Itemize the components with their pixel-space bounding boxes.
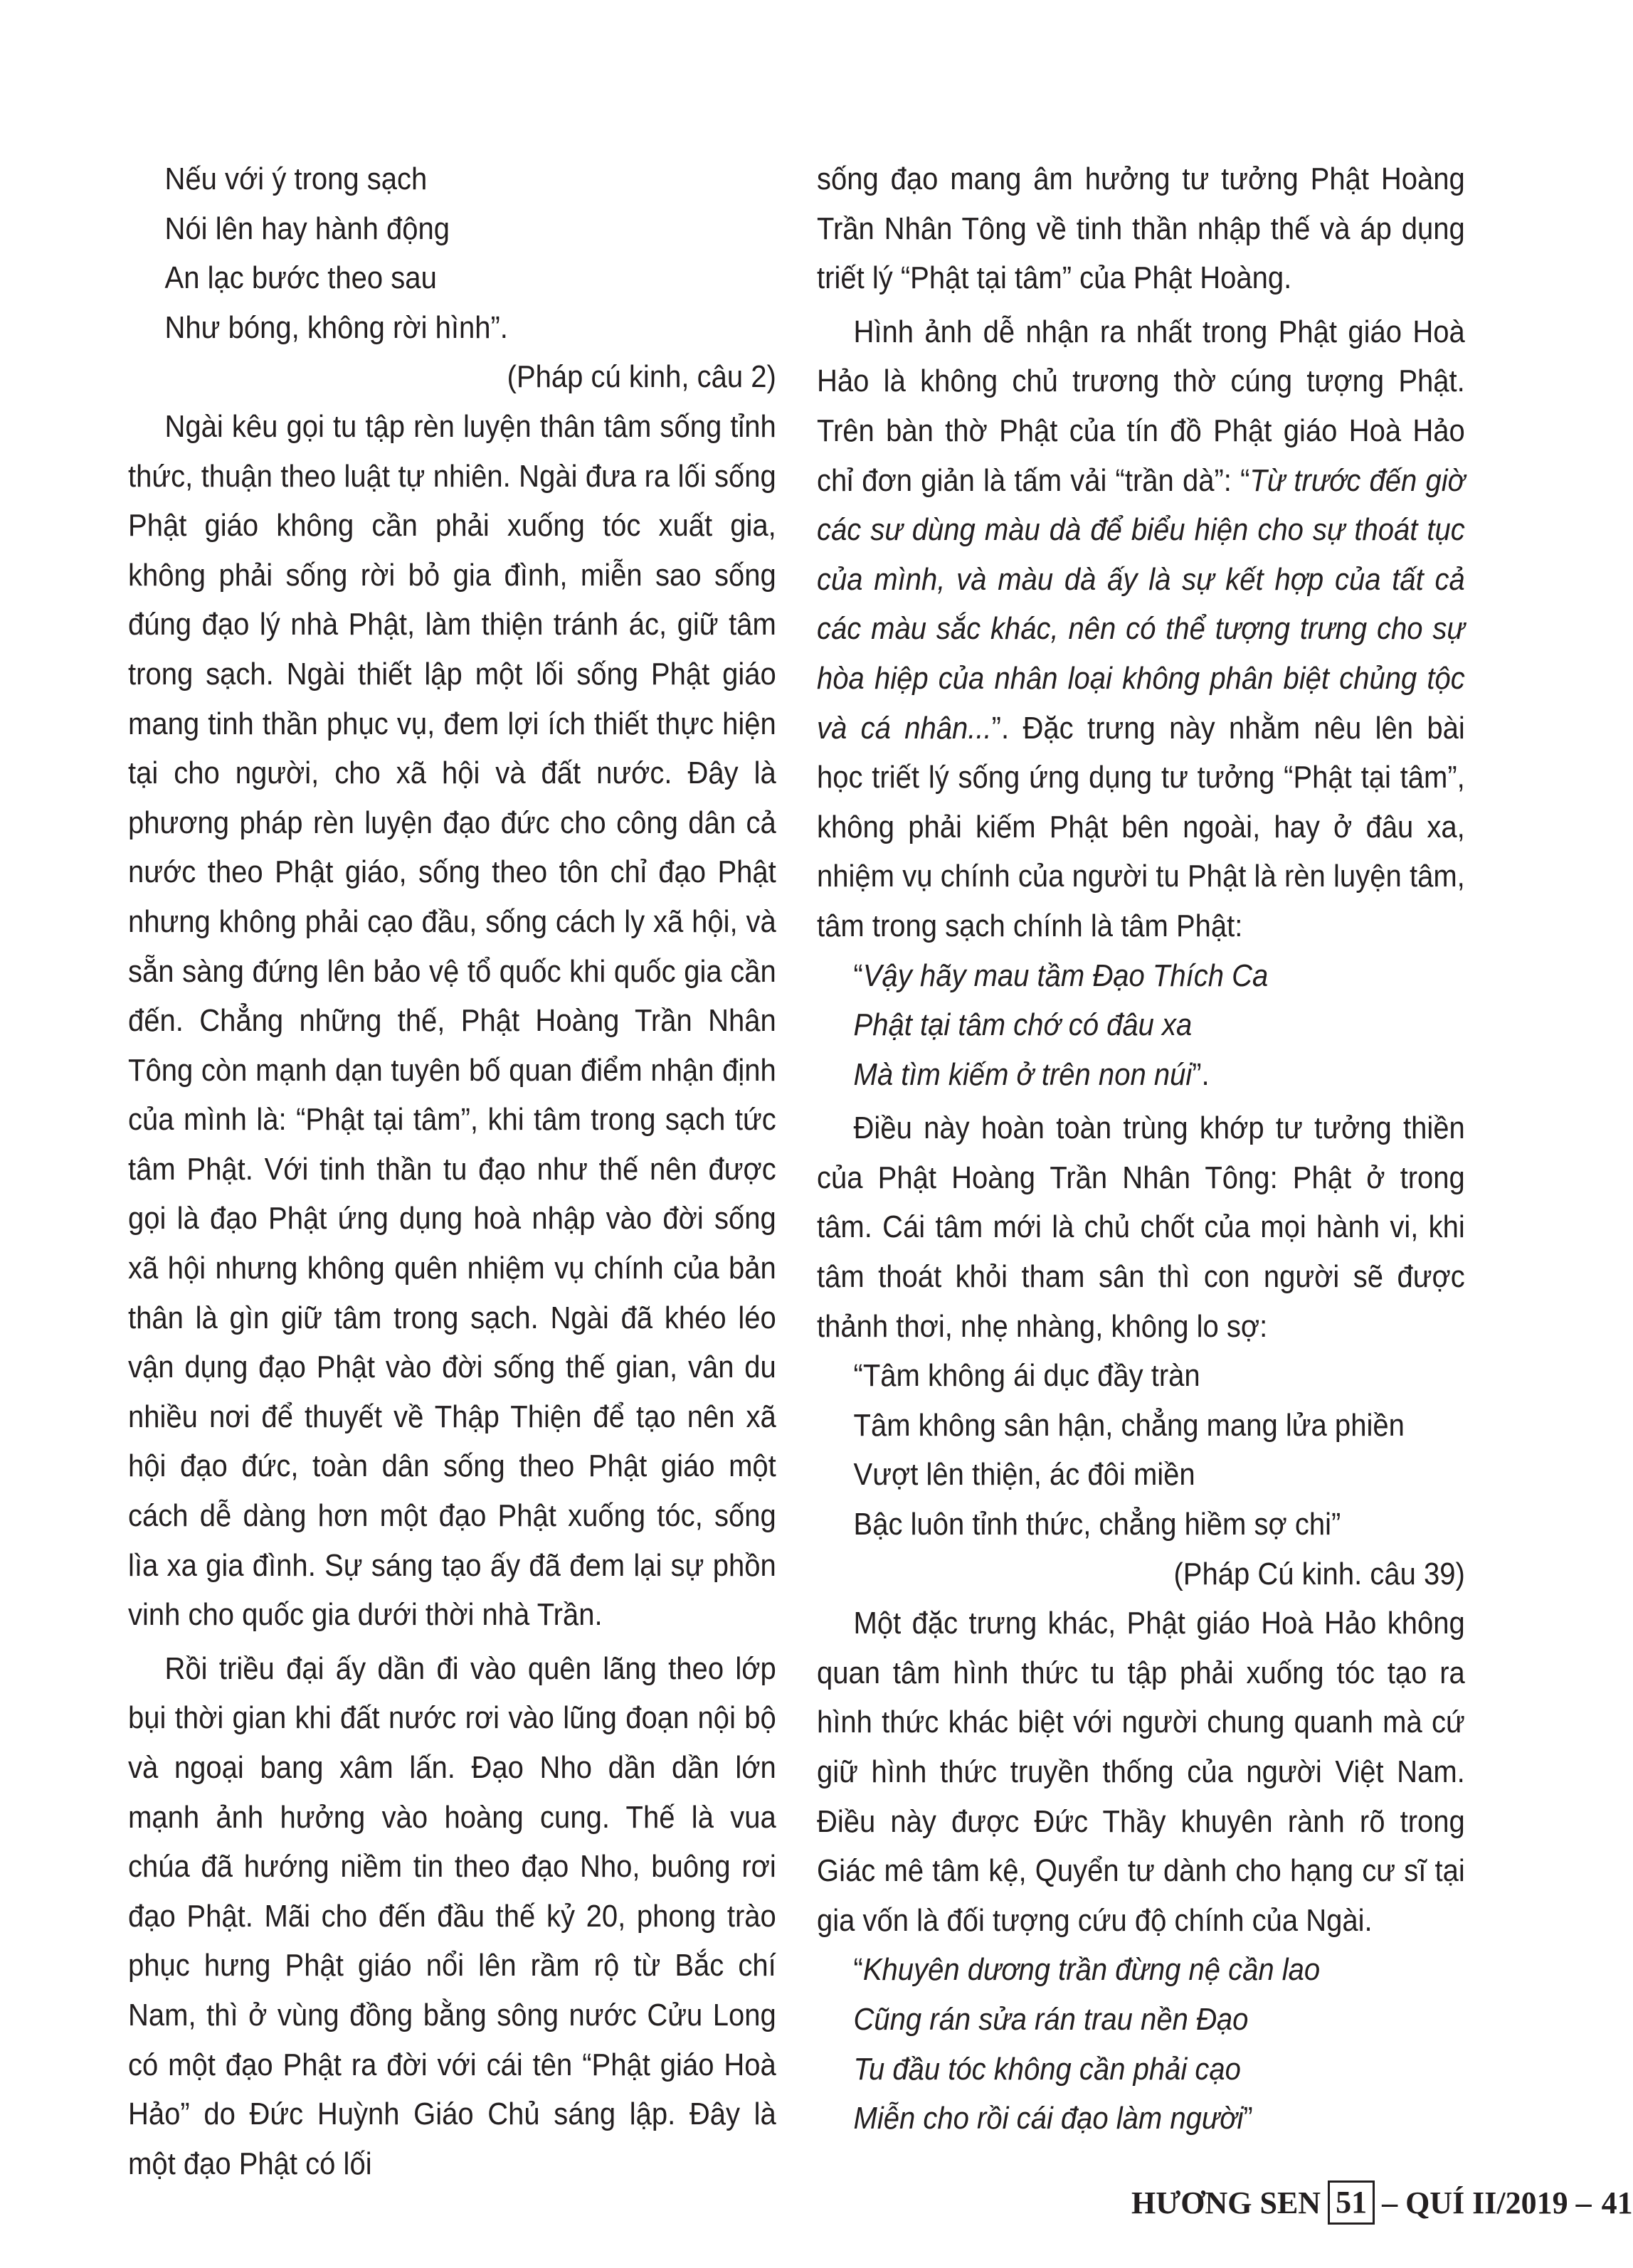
verse-text: Miễn cho rồi cái đạo làm người bbox=[853, 2102, 1244, 2136]
body-paragraph: Một đặc trưng khác, Phật giáo Hoà Hảo không quan tâm hình thức tu tập phải xuống tóc tạo ra hình thức khác biệt với người chung quanh mà cứ giữ hình thức truyền thống của người Việt Nam. Điều này được Đức Thầy khuyên rành rõ trong Giác mê tâm kệ, Quyển tư dành cho hạng cư sĩ tại gia vốn là đối tượng cứu độ chính của Ngài. bbox=[817, 1606, 1465, 1938]
paragraph-text: ”. Đặc trưng này nhằm nêu lên bài học triết lý sống ứng dụng tư tưởng “Phật tại tâm”, không phải kiếm Phật bên ngoài, hay ở đâu xa, nhiệm vụ chính của người tu Phật là rèn luyện tâm, tâm trong sạch chính là tâm Phật: bbox=[817, 711, 1465, 943]
verse-line: Mà tìm kiếm ở trên non núi”. bbox=[853, 1057, 1210, 1092]
verse-line: Tâm không sân hận, chẳng mang lửa phiền bbox=[853, 1408, 1405, 1443]
citation: (Pháp cú kinh, câu 2) bbox=[507, 360, 776, 395]
verse-line: Nếu với ý trong sạch bbox=[164, 162, 428, 196]
verse-line: Nói lên hay hành động bbox=[164, 211, 450, 246]
paragraph-text: Hình ảnh dễ nhận ra nhất trong Phật giáo Hoà Hảo là không chủ trương thờ cúng tượng Phật. Trên bàn thờ Phật của tín đồ Phật giáo Hoà Hảo chỉ đơn giản là tấm vải “trần dà”: “ bbox=[817, 314, 1465, 498]
verse-line: “Vậy hãy mau tầm Đạo Thích Ca bbox=[853, 958, 1269, 993]
body-paragraph: sống đạo mang âm hưởng tư tưởng Phật Hoàng Trần Nhân Tông về tinh thần nhập thế và áp dụng triết lý “Phật tại tâm” của Phật Hoàng. bbox=[817, 162, 1465, 296]
verse-text: Mà tìm kiếm ở trên non núi bbox=[853, 1057, 1193, 1092]
verse-line: “Tâm không ái dục đầy tràn bbox=[853, 1359, 1200, 1394]
verse-line: Vượt lên thiện, ác đôi miền bbox=[853, 1458, 1195, 1493]
body-paragraph: Rồi triều đại ấy dần đi vào quên lãng theo lớp bụi thời gian khi đất nước rơi vào lũng đoạn nội bộ và ngoại bang xâm lấn. Đạo Nho dần dần lớn mạnh ảnh hưởng vào hoàng cung. Thế là vua chúa đã hướng niềm tin theo đạo Nho, buông rơi đạo Phật. Mãi cho đến đầu thế kỷ 20, phong trào phục hưng Phật giáo nổi lên rầm rộ từ Bắc chí Nam, thì ở vùng đồng bằng sông nước Cửu Long có một đạo Phật ra đời với cái tên “Phật giáo Hoà Hảo” do Đức Huỳnh Giáo Chủ sáng lập. Đây là một đạo Phật có lối bbox=[128, 1651, 776, 2181]
left-column bbox=[128, 155, 776, 2189]
issue-period: – QUÍ II/2019 – bbox=[1382, 2185, 1592, 2220]
issue-number: 51 bbox=[1328, 2180, 1375, 2225]
verse-text: Khuyên dương trần đừng nệ cần lao bbox=[862, 1953, 1321, 1988]
verse-line: Miễn cho rồi cái đạo làm người” bbox=[853, 2102, 1253, 2136]
verse-line: Bậc luôn tỉnh thức, chẳng hiềm sợ chi” bbox=[853, 1507, 1341, 1542]
body-paragraph: Điều này hoàn toàn trùng khớp tư tưởng thiền của Phật Hoàng Trần Nhân Tông: Phật ở trong tâm. Cái tâm mới là chủ chốt của mọi hành vi, khi tâm thoát khỏi tham sân thì con người sẽ được thảnh thơi, nhẹ nhàng, không lo sợ: bbox=[817, 1111, 1465, 1344]
verse-line: An lạc bước theo sau bbox=[164, 261, 437, 296]
verse-line: Cũng rán sửa rán trau nền Đạo bbox=[853, 2002, 1249, 2037]
page-footer bbox=[1131, 2174, 1633, 2231]
verse-line: Như bóng, không rời hình”. bbox=[164, 310, 508, 345]
verse-line: “Khuyên dương trần đừng nệ cần lao bbox=[853, 1953, 1321, 1988]
verse-line: Tu đầu tóc không cần phải cạo bbox=[853, 2052, 1241, 2087]
verse-text: Vậy hãy mau tầm Đạo Thích Ca bbox=[862, 958, 1269, 993]
page-number: 41 bbox=[1601, 2185, 1633, 2220]
body-paragraph bbox=[817, 308, 1465, 952]
body-paragraph: Ngài kêu gọi tu tập rèn luyện thân tâm sống tỉnh thức, thuận theo luật tự nhiên. Ngài đưa ra lối sống Phật giáo không cần phải xuống tóc xuất gia, không phải sống rời bỏ gia đình, miễn sao sống đúng đạo lý nhà Phật, làm thiện tránh ác, giữ tâm trong sạch. Ngài thiết lập một lối sống Phật giáo mang tinh thần phục vụ, đem lợi ích thiết thực hiện tại cho người, cho xã hội và đất nước. Đây là phương pháp rèn luyện đạo đức cho công dân cả nước theo Phật giáo, sống theo tôn chỉ đạo Phật nhưng không phải cạo đầu, sống cách ly xã hội, và sẵn sàng đứng lên bảo vệ tổ quốc khi quốc gia cần đến. Chẳng những thế, Phật Hoàng Trần Nhân Tông còn mạnh dạn tuyên bố quan điểm nhận định của mình là: “Phật tại tâm”, khi tâm trong sạch tức tâm Phật. Với tinh thần tu đạo như thế nên được gọi là đạo Phật ứng dụng hoà nhập vào đời sống xã hội nhưng không quên nhiệm vụ chính của bản thân là gìn giữ tâm trong sạch. Ngài đã khéo léo vận dụng đạo Phật vào đời sống thế gian, vân du nhiều nơi để thuyết về Thập Thiện để tạo nên xã hội đạo đức, toàn dân sống theo Phật giáo một cách dễ dàng hơn một đạo Phật xuống tóc, sống lìa xa gia đình. Sự sáng tạo ấy đã đem lại sự phồn vinh cho quốc gia dưới thời nhà Trần. bbox=[128, 409, 776, 1633]
magazine-name: HƯƠNG SEN bbox=[1131, 2185, 1321, 2220]
italic-quote: Từ trước đến giờ các sư dùng màu dà để biểu hiện cho sự thoát tục của mình, và màu dà ấy là sự kết hợp của tất cả các màu sắc khác, nên có thể tượng trưng cho sự hòa hiệp của nhân loại không phân biệt chủng tộc và cá nhân... bbox=[817, 463, 1465, 746]
right-column bbox=[817, 155, 1465, 2144]
citation: (Pháp Cú kinh. câu 39) bbox=[1173, 1557, 1465, 1591]
verse-line: Phật tại tâm chớ có đâu xa bbox=[853, 1008, 1193, 1043]
